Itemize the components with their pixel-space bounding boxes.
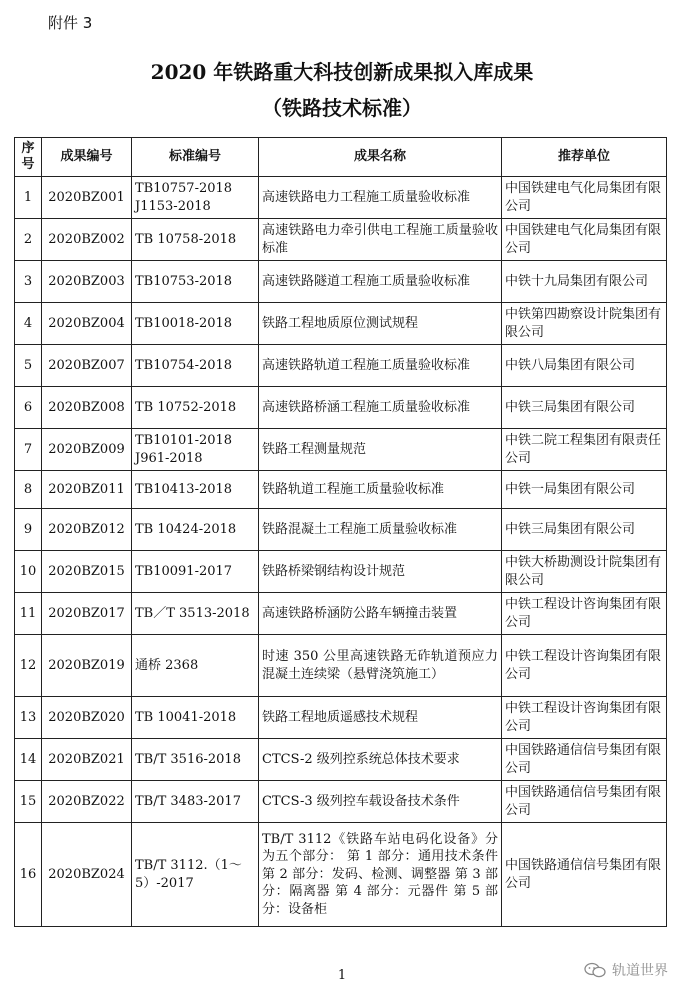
row-name-cell: 铁路桥梁钢结构设计规范 bbox=[259, 551, 502, 593]
table-body bbox=[15, 177, 667, 927]
row-name-cell: CTCS-2 级列控系统总体技术要求 bbox=[259, 739, 502, 781]
table-row bbox=[15, 823, 667, 927]
row-seq-cell: 8 bbox=[15, 471, 42, 509]
row-seq-cell: 9 bbox=[15, 509, 42, 551]
table-row bbox=[15, 593, 667, 635]
row-code-cell: 2020BZ007 bbox=[42, 345, 132, 387]
row-name-cell: 高速铁路轨道工程施工质量验收标准 bbox=[259, 345, 502, 387]
document-subtitle: （铁路技术标准） bbox=[262, 96, 422, 120]
table-row bbox=[15, 697, 667, 739]
column-header-name: 成果名称 bbox=[259, 138, 502, 177]
table-header-row bbox=[15, 138, 667, 177]
table-row bbox=[15, 739, 667, 781]
row-std-cell: TB/T 3112.（1～5）-2017 bbox=[132, 823, 259, 927]
row-seq-cell: 15 bbox=[15, 781, 42, 823]
row-seq-cell: 4 bbox=[15, 303, 42, 345]
wechat-icon bbox=[584, 962, 606, 978]
table-row bbox=[15, 551, 667, 593]
row-seq-cell: 12 bbox=[15, 635, 42, 697]
row-std-cell: TB10091-2017 bbox=[132, 551, 259, 593]
page-number: 1 bbox=[337, 968, 347, 983]
row-name-cell: CTCS-3 级列控车载设备技术条件 bbox=[259, 781, 502, 823]
row-seq-cell: 14 bbox=[15, 739, 42, 781]
row-std-cell: TB10413-2018 bbox=[132, 471, 259, 509]
row-seq-cell: 13 bbox=[15, 697, 42, 739]
row-std-cell: TB 10424-2018 bbox=[132, 509, 259, 551]
row-std-cell: 通桥 2368 bbox=[132, 635, 259, 697]
row-unit-cell: 中铁第四勘察设计院集团有限公司 bbox=[502, 303, 667, 345]
row-seq-cell: 16 bbox=[15, 823, 42, 927]
row-std-cell: TB 10041-2018 bbox=[132, 697, 259, 739]
row-std-cell: TB10101-2018 J961-2018 bbox=[132, 429, 259, 471]
row-std-cell: TB10018-2018 bbox=[132, 303, 259, 345]
row-code-cell: 2020BZ003 bbox=[42, 261, 132, 303]
row-code-cell: 2020BZ008 bbox=[42, 387, 132, 429]
row-name-cell: 铁路混凝土工程施工质量验收标准 bbox=[259, 509, 502, 551]
row-code-cell: 2020BZ004 bbox=[42, 303, 132, 345]
row-name-cell: 时速 350 公里高速铁路无砟轨道预应力混凝土连续梁（悬臂浇筑施工） bbox=[259, 635, 502, 697]
column-header-code: 成果编号 bbox=[42, 138, 132, 177]
row-code-cell: 2020BZ017 bbox=[42, 593, 132, 635]
table-row bbox=[15, 635, 667, 697]
row-seq-cell: 2 bbox=[15, 219, 42, 261]
row-name-cell: 高速铁路隧道工程施工质量验收标准 bbox=[259, 261, 502, 303]
row-code-cell: 2020BZ002 bbox=[42, 219, 132, 261]
row-unit-cell: 中铁一局集团有限公司 bbox=[502, 471, 667, 509]
row-unit-cell: 中铁三局集团有限公司 bbox=[502, 387, 667, 429]
row-seq-cell: 5 bbox=[15, 345, 42, 387]
table-row bbox=[15, 303, 667, 345]
table-row bbox=[15, 177, 667, 219]
row-unit-cell: 中铁工程设计咨询集团有限公司 bbox=[502, 697, 667, 739]
row-seq-cell: 7 bbox=[15, 429, 42, 471]
row-name-cell: 铁路工程地质遥感技术规程 bbox=[259, 697, 502, 739]
row-name-cell: 高速铁路电力牵引供电工程施工质量验收标准 bbox=[259, 219, 502, 261]
table-row bbox=[15, 781, 667, 823]
row-std-cell: TB10757-2018 J1153-2018 bbox=[132, 177, 259, 219]
document-title: 2020 年铁路重大科技创新成果拟入库成果 bbox=[150, 60, 534, 84]
row-std-cell: TB10754-2018 bbox=[132, 345, 259, 387]
row-code-cell: 2020BZ012 bbox=[42, 509, 132, 551]
row-std-cell: TB／T 3513-2018 bbox=[132, 593, 259, 635]
row-name-cell: 铁路工程地质原位测试规程 bbox=[259, 303, 502, 345]
row-code-cell: 2020BZ024 bbox=[42, 823, 132, 927]
row-unit-cell: 中国铁建电气化局集团有限公司 bbox=[502, 177, 667, 219]
row-unit-cell: 中铁工程设计咨询集团有限公司 bbox=[502, 593, 667, 635]
row-unit-cell: 中铁三局集团有限公司 bbox=[502, 509, 667, 551]
row-name-cell: 铁路轨道工程施工质量验收标准 bbox=[259, 471, 502, 509]
table-row bbox=[15, 345, 667, 387]
table-row bbox=[15, 261, 667, 303]
row-unit-cell: 中铁十九局集团有限公司 bbox=[502, 261, 667, 303]
watermark bbox=[584, 960, 668, 980]
row-name-cell: 铁路工程测量规范 bbox=[259, 429, 502, 471]
row-name-cell: 高速铁路桥涵工程施工质量验收标准 bbox=[259, 387, 502, 429]
row-code-cell: 2020BZ011 bbox=[42, 471, 132, 509]
table-row bbox=[15, 429, 667, 471]
row-unit-cell: 中国铁路通信信号集团有限公司 bbox=[502, 781, 667, 823]
row-code-cell: 2020BZ019 bbox=[42, 635, 132, 697]
row-name-cell: 高速铁路电力工程施工质量验收标准 bbox=[259, 177, 502, 219]
row-seq-cell: 11 bbox=[15, 593, 42, 635]
row-std-cell: TB 10758-2018 bbox=[132, 219, 259, 261]
row-unit-cell: 中铁八局集团有限公司 bbox=[502, 345, 667, 387]
row-seq-cell: 10 bbox=[15, 551, 42, 593]
row-std-cell: TB 10752-2018 bbox=[132, 387, 259, 429]
row-seq-cell: 3 bbox=[15, 261, 42, 303]
row-seq-cell: 6 bbox=[15, 387, 42, 429]
row-code-cell: 2020BZ021 bbox=[42, 739, 132, 781]
row-std-cell: TB/T 3516-2018 bbox=[132, 739, 259, 781]
row-seq-cell: 1 bbox=[15, 177, 42, 219]
row-code-cell: 2020BZ001 bbox=[42, 177, 132, 219]
row-name-cell: 高速铁路桥涵防公路车辆撞击装置 bbox=[259, 593, 502, 635]
row-unit-cell: 中铁二院工程集团有限责任公司 bbox=[502, 429, 667, 471]
table-row bbox=[15, 219, 667, 261]
table-row bbox=[15, 509, 667, 551]
row-std-cell: TB/T 3483-2017 bbox=[132, 781, 259, 823]
row-unit-cell: 中国铁建电气化局集团有限公司 bbox=[502, 219, 667, 261]
row-unit-cell: 中国铁路通信信号集团有限公司 bbox=[502, 739, 667, 781]
column-header-seq: 序号 bbox=[15, 138, 42, 177]
row-unit-cell: 中铁大桥勘测设计院集团有限公司 bbox=[502, 551, 667, 593]
row-unit-cell: 中国铁路通信信号集团有限公司 bbox=[502, 823, 667, 927]
column-header-unit: 推荐单位 bbox=[502, 138, 667, 177]
table-row bbox=[15, 471, 667, 509]
column-header-std: 标准编号 bbox=[132, 138, 259, 177]
row-std-cell: TB10753-2018 bbox=[132, 261, 259, 303]
standards-table bbox=[14, 137, 667, 927]
attachment-label: 附件 3 bbox=[48, 14, 93, 32]
watermark-text: 轨道世界 bbox=[612, 963, 668, 979]
row-code-cell: 2020BZ020 bbox=[42, 697, 132, 739]
table-row bbox=[15, 387, 667, 429]
row-name-cell: TB/T 3112《铁路车站电码化设备》分为五个部分： 第 1 部分：通用技术条件 第 2 部分：发码、检测、调整器 第 3 部分：隔离器 第 4 部分：元器件 第 5 部分：设备柜 bbox=[259, 823, 502, 927]
row-code-cell: 2020BZ015 bbox=[42, 551, 132, 593]
row-code-cell: 2020BZ009 bbox=[42, 429, 132, 471]
row-code-cell: 2020BZ022 bbox=[42, 781, 132, 823]
row-unit-cell: 中铁工程设计咨询集团有限公司 bbox=[502, 635, 667, 697]
